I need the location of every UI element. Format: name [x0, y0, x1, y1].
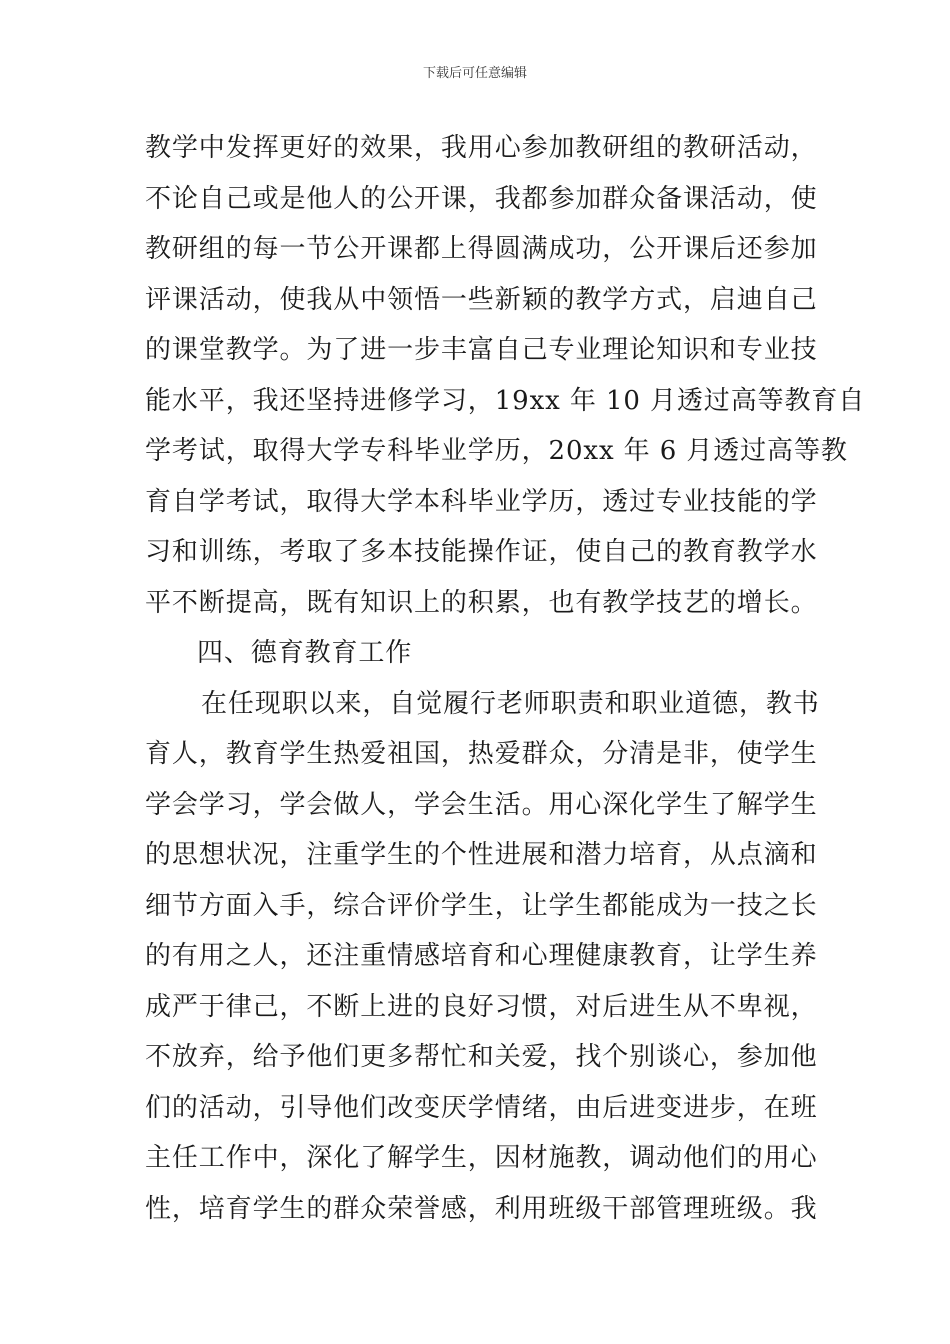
text-line: 们的活动，引导他们改变厌学情绪，由后进变进步，在班	[145, 1092, 818, 1123]
text-line: 的课堂教学。为了进一步丰富自己专业理论知识和专业技	[145, 335, 818, 365]
paragraph-teaching-research	[145, 123, 866, 628]
text-line: 育人，教育学生热爱祖国，热爱群众，分清是非，使学生	[145, 739, 818, 769]
text-line: 的思想状况，注重学生的个性进展和潜力培育，从点滴和	[145, 840, 818, 870]
text-line: 学会学习，学会做人，学会生活。用心深化学生了解学生	[145, 789, 818, 820]
document-body	[145, 123, 866, 1234]
text-line: 习和训练，考取了多本技能操作证，使自己的教育教学水	[145, 537, 818, 567]
text-line: 主任工作中，深化了解学生，因材施教，调动他们的用心	[145, 1143, 818, 1173]
page-header-note: 下载后可任意编辑	[422, 66, 527, 81]
text-line: 教学中发挥更好的效果，我用心参加教研组的教研活动，	[145, 133, 818, 163]
text-line: 教研组的每一节公开课都上得圆满成功，公开课后还参加	[145, 234, 818, 264]
text-line: 细节方面入手，综合评价学生，让学生都能成为一技之长	[145, 890, 818, 921]
text-line: 性，培育学生的群众荣誉感，利用班级干部管理班级。我	[145, 1193, 818, 1224]
paragraph-moral-education	[145, 679, 820, 1235]
text-line: 成严于律己，不断上进的良好习惯，对后进生从不卑视，	[145, 991, 818, 1022]
text-line: 不论自己或是他人的公开课，我都参加群众备课活动，使	[145, 183, 818, 214]
text-line: 能水平，我还坚持进修学习，19xx 年 10 月透过高等教育自	[145, 385, 866, 416]
text-line: 平不断提高，既有知识上的积累，也有教学技艺的增长。	[145, 587, 818, 618]
text-line: 育自学考试，取得大学本科毕业学历，透过专业技能的学	[145, 486, 818, 517]
text-line: 的有用之人，还注重情感培育和心理健康教育，让学生养	[145, 941, 818, 971]
text-line: 学考试，取得大学专科毕业学历，20xx 年 6 月透过高等教	[145, 436, 848, 466]
section-heading: 四、德育教育工作	[197, 638, 413, 668]
text-line: 不放弃，给予他们更多帮忙和关爱，找个别谈心，参加他	[145, 1042, 818, 1072]
text-line: 在任现职以来，自觉履行老师职责和职业道德，教书	[201, 688, 820, 719]
text-line: 评课活动，使我从中领悟一些新颖的教学方式，启迪自己	[145, 284, 818, 315]
